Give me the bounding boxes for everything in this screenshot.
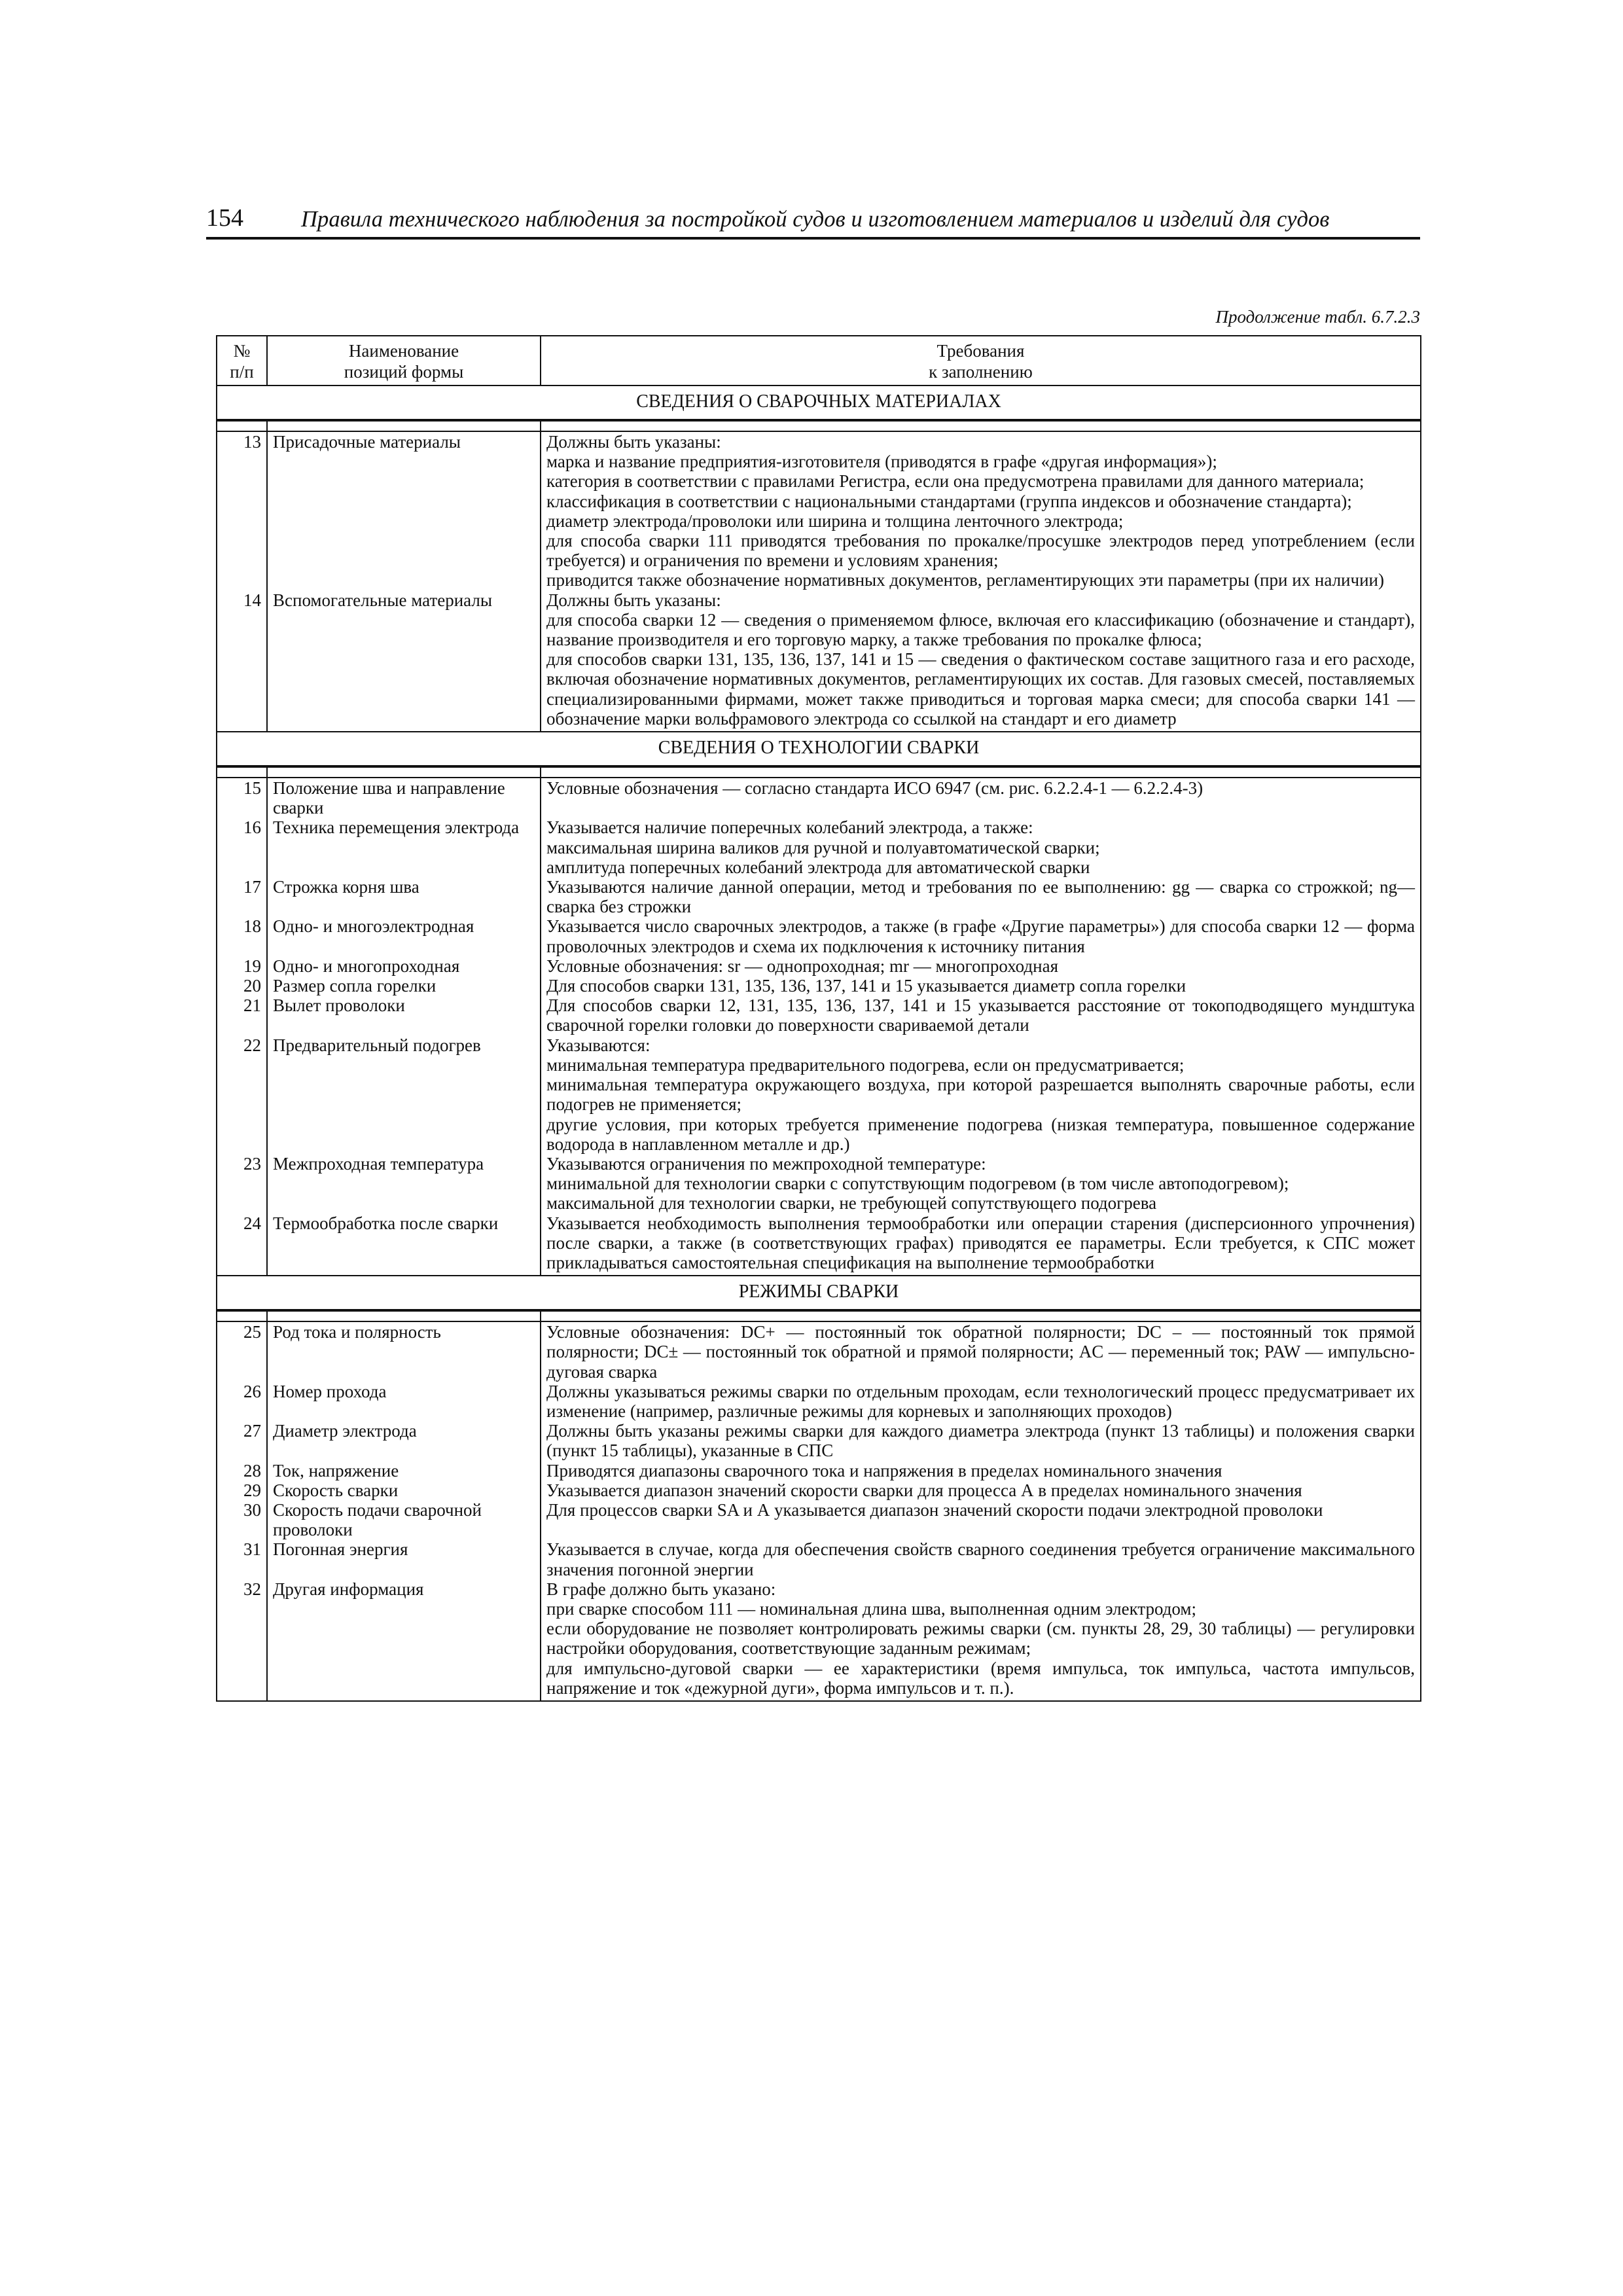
row-number: 24 bbox=[217, 1213, 267, 1276]
requirement-line: если оборудование не позволяет контролировать режимы сварки (см. пункты 28, 29, 30 таблицы) — регулировки настройки оборудования, соответствующие заданным режимам; bbox=[546, 1619, 1415, 1659]
position-name: Межпроходная температура bbox=[267, 1154, 541, 1213]
requirement-line: минимальная температура окружающего воздуха, при которой разрешается выполнять сварочные работы, если подогрев не применяется; bbox=[546, 1075, 1415, 1115]
section-divider bbox=[217, 766, 1421, 778]
requirement-line: для способа сварки 12 — сведения о применяемом флюсе, включая его классификацию (обозначение и стандарт), название производителя и его торговую марку, а также требования по прокалке флюса; bbox=[546, 609, 1415, 650]
table-row bbox=[217, 956, 1421, 976]
requirement-cell bbox=[541, 1480, 1421, 1500]
table-row bbox=[217, 1421, 1421, 1460]
requirement-line: Указывается число сварочных электродов, а также (в графе «Другие параметры») для способа сварки 12 — форма проволочных электродов и схема их подключения к источнику питания bbox=[546, 916, 1415, 956]
requirement-line: Должны указываться режимы сварки по отдельным проходам, если технологический процесс предусматривает их изменение (например, различные режимы для корневых и заполняющих проходов) bbox=[546, 1381, 1415, 1421]
page-header bbox=[206, 202, 1420, 240]
table-row bbox=[217, 916, 1421, 956]
divider-cell bbox=[267, 766, 541, 778]
section-title: РЕЖИМЫ СВАРКИ bbox=[217, 1276, 1421, 1310]
divider-cell bbox=[541, 1310, 1421, 1321]
table-row bbox=[217, 590, 1421, 732]
requirement-cell bbox=[541, 916, 1421, 956]
requirement-cell bbox=[541, 778, 1421, 817]
requirement-line: Указываются наличие данной операции, метод и требования по ее выполнению: gg — сварка со строжкой; ng— сварка без строжки bbox=[546, 877, 1415, 917]
divider-cell bbox=[541, 766, 1421, 778]
requirement-cell bbox=[541, 1500, 1421, 1539]
requirement-cell bbox=[541, 877, 1421, 916]
divider-cell bbox=[541, 420, 1421, 431]
table-row bbox=[217, 1321, 1421, 1382]
requirement-line: Должны быть указаны режимы сварки для каждого диаметра электрода (пункт 13 таблицы) и положения сварки (пункт 15 таблицы), указанные в СПС bbox=[546, 1421, 1415, 1461]
requirement-line: Для процессов сварки SA и А указывается диапазон значений скорости подачи электродной проволоки bbox=[546, 1499, 1323, 1520]
requirement-cell bbox=[541, 817, 1421, 877]
requirement-line: категория в соответствии с правилами Регистра, если она предусмотрена правилами для данного материала; bbox=[546, 471, 1364, 492]
requirement-cell bbox=[541, 996, 1421, 1035]
row-number: 19 bbox=[217, 956, 267, 976]
section-divider bbox=[217, 1310, 1421, 1321]
row-number: 26 bbox=[217, 1382, 267, 1421]
requirement-line: минимальной для технологии сварки с сопутствующим подогревом (в том числе автоподогревом); bbox=[546, 1174, 1289, 1194]
requirement-line: Указывается диапазон значений скорости сварки для процесса А в пределах номинального значения bbox=[546, 1480, 1302, 1500]
table-row bbox=[217, 778, 1421, 817]
position-name: Скорость сварки bbox=[267, 1480, 541, 1500]
row-number: 23 bbox=[217, 1154, 267, 1213]
requirement-line: Должны быть указаны: bbox=[546, 432, 721, 452]
requirement-line: классификация в соответствии с национальными стандартами (группа индексов и обозначение стандарта); bbox=[546, 491, 1352, 511]
section-title: СВЕДЕНИЯ О СВАРОЧНЫХ МАТЕРИАЛАХ bbox=[217, 386, 1421, 420]
position-name: Диаметр электрода bbox=[267, 1421, 541, 1460]
requirement-line: Указывается наличие поперечных колебаний электрода, а также: bbox=[546, 817, 1033, 838]
position-name: Присадочные материалы bbox=[267, 431, 541, 590]
row-number: 18 bbox=[217, 916, 267, 956]
row-number: 20 bbox=[217, 976, 267, 996]
position-name: Одно- и многопроходная bbox=[267, 956, 541, 976]
requirement-line: Условные обозначения: DC+ — постоянный ток обратной полярности; DC – — постоянный ток прямой полярности; DC± — постоянный ток обратной и прямой полярности; AC — переменный ток; PAW — импульсно-дуговая сварка bbox=[546, 1322, 1415, 1382]
requirement-cell bbox=[541, 1579, 1421, 1701]
position-name: Номер прохода bbox=[267, 1382, 541, 1421]
position-name: Ток, напряжение bbox=[267, 1461, 541, 1480]
requirement-line: для импульсно-дуговой сварки — ее характеристики (время импульса, ток импульса, частота импульсов, напряжение и ток «дежурной дуги», форма импульсов и т. п.). bbox=[546, 1658, 1415, 1698]
requirement-line: другие условия, при которых требуется применение подогрева (низкая температура, повышенное содержание водорода в наплавленном металле и др.) bbox=[546, 1114, 1415, 1154]
row-number: 29 bbox=[217, 1480, 267, 1500]
requirement-cell bbox=[541, 590, 1421, 732]
requirement-line: Указываются: bbox=[546, 1035, 651, 1055]
requirement-line: Условные обозначения: sr — однопроходная; mr — многопроходная bbox=[546, 956, 1058, 976]
requirement-line: Для способов сварки 12, 131, 135, 136, 137, 141 и 15 указывается расстояние от токоподводящего мундштука сварочной горелки головки до поверхности свариваемой детали bbox=[546, 996, 1415, 1035]
position-name: Техника перемещения электрода bbox=[267, 817, 541, 877]
requirement-cell bbox=[541, 431, 1421, 590]
position-name: Термообработка после сварки bbox=[267, 1213, 541, 1276]
position-name: Другая информация bbox=[267, 1579, 541, 1701]
requirement-cell bbox=[541, 976, 1421, 996]
column-header-num: № п/п bbox=[217, 336, 267, 386]
position-name: Размер сопла горелки bbox=[267, 976, 541, 996]
table-body bbox=[217, 386, 1421, 1701]
requirement-line: для способа сварки 111 приводятся требования по прокалке/просушке электродов перед употреблением (если требуется) и ограничения по времени и условиям хранения; bbox=[546, 531, 1415, 571]
requirement-cell bbox=[541, 956, 1421, 976]
table-row bbox=[217, 1500, 1421, 1539]
row-number: 17 bbox=[217, 877, 267, 916]
section-header-row bbox=[217, 732, 1421, 766]
position-name: Скорость подачи сварочной проволоки bbox=[267, 1500, 541, 1539]
row-number: 28 bbox=[217, 1461, 267, 1480]
divider-cell bbox=[217, 420, 267, 431]
table-continuation-label: Продолжение табл. 6.7.2.3 bbox=[1215, 307, 1420, 327]
table-row bbox=[217, 1035, 1421, 1154]
row-number: 22 bbox=[217, 1035, 267, 1154]
table-row bbox=[217, 1539, 1421, 1579]
row-number: 32 bbox=[217, 1579, 267, 1701]
requirement-line: Приводятся диапазоны сварочного тока и напряжения в пределах номинального значения bbox=[546, 1460, 1222, 1480]
table-row bbox=[217, 1382, 1421, 1421]
position-name: Положение шва и направление сварки bbox=[267, 778, 541, 817]
position-name: Одно- и многоэлектродная bbox=[267, 916, 541, 956]
requirement-line: максимальная ширина валиков для ручной и полуавтоматической сварки; bbox=[546, 837, 1100, 857]
table-header-row bbox=[217, 336, 1421, 386]
divider-cell bbox=[267, 420, 541, 431]
requirement-cell bbox=[541, 1539, 1421, 1579]
requirement-line: амплитуда поперечных колебаний электрода для автоматической сварки bbox=[546, 857, 1090, 877]
page-number: 154 bbox=[206, 204, 243, 232]
position-name: Погонная энергия bbox=[267, 1539, 541, 1579]
requirement-line: марка и название предприятия-изготовителя (приводятся в графе «другая информация»); bbox=[546, 452, 1217, 472]
requirement-line: минимальная температура предварительного подогрева, если он предусматривается; bbox=[546, 1054, 1185, 1075]
row-number: 31 bbox=[217, 1539, 267, 1579]
row-number: 15 bbox=[217, 778, 267, 817]
row-number: 25 bbox=[217, 1321, 267, 1382]
requirement-line: для способов сварки 131, 135, 136, 137, 141 и 15 — сведения о фактическом составе защитного газа и его расходе, включая обозначение нормативных документов, регламентирующих их состав. Для газовых смесей, поставляемых специализированными фирмами, может также приводиться и торговая марка смеси; для способа сварки 141 — обозначение марки вольфрамового электрода со ссылкой на стандарт и его диаметр bbox=[546, 649, 1415, 728]
requirement-cell bbox=[541, 1213, 1421, 1276]
divider-cell bbox=[267, 1310, 541, 1321]
requirement-cell bbox=[541, 1461, 1421, 1480]
section-header-row bbox=[217, 386, 1421, 420]
table-row bbox=[217, 877, 1421, 916]
requirements-table bbox=[216, 335, 1421, 1702]
requirement-line: Для способов сварки 131, 135, 136, 137, 141 и 15 указывается диаметр сопла горелки bbox=[546, 976, 1186, 996]
requirement-cell bbox=[541, 1382, 1421, 1421]
requirement-cell bbox=[541, 1154, 1421, 1213]
row-number: 30 bbox=[217, 1500, 267, 1539]
row-number: 21 bbox=[217, 996, 267, 1035]
requirement-line: максимальной для технологии сварки, не требующей сопутствующего подогрева bbox=[546, 1193, 1157, 1213]
requirement-line: Условные обозначения — согласно стандарта ИСО 6947 (см. рис. 6.2.2.4-1 — 6.2.2.4-3) bbox=[546, 778, 1204, 798]
table-row bbox=[217, 996, 1421, 1035]
requirement-line: диаметр электрода/проволоки или ширина и толщина ленточного электрода; bbox=[546, 511, 1124, 531]
table-row bbox=[217, 976, 1421, 996]
table-row bbox=[217, 1154, 1421, 1213]
requirement-line: Указывается в случае, когда для обеспечения свойств сварного соединения требуется ограничение максимального значения погонной энергии bbox=[546, 1539, 1415, 1579]
row-number: 16 bbox=[217, 817, 267, 877]
column-header-name: Наименование позиций формы bbox=[267, 336, 541, 386]
requirement-line: приводится также обозначение нормативных документов, регламентирующих эти параметры (при их наличии) bbox=[546, 570, 1384, 590]
table-row bbox=[217, 1213, 1421, 1276]
table-row bbox=[217, 1480, 1421, 1500]
row-number: 27 bbox=[217, 1421, 267, 1460]
section-title: СВЕДЕНИЯ О ТЕХНОЛОГИИ СВАРКИ bbox=[217, 732, 1421, 766]
requirement-line: Должны быть указаны: bbox=[546, 590, 721, 610]
row-number: 14 bbox=[217, 590, 267, 732]
requirement-line: Указывается необходимость выполнения термообработки или операции старения (дисперсионного упрочнения) после сварки, а также (в соответствующих графах) приводятся ее параметры. Если требуется, к СПС может прикладываться самостоятельная спецификация на выполнение термообработки bbox=[546, 1213, 1415, 1272]
section-divider bbox=[217, 420, 1421, 431]
position-name: Вспомогательные материалы bbox=[267, 590, 541, 732]
position-name: Предварительный подогрев bbox=[267, 1035, 541, 1154]
column-header-requirements: Требования к заполнению bbox=[541, 336, 1421, 386]
table-row bbox=[217, 1461, 1421, 1480]
divider-cell bbox=[217, 1310, 267, 1321]
table-row bbox=[217, 1579, 1421, 1701]
section-header-row bbox=[217, 1276, 1421, 1310]
requirement-line: В графе должно быть указано: bbox=[546, 1579, 776, 1599]
position-name: Строжка корня шва bbox=[267, 877, 541, 916]
running-title: Правила технического наблюдения за постройкой судов и изготовлением материалов и изделий для судов bbox=[301, 207, 1330, 232]
requirement-cell bbox=[541, 1421, 1421, 1460]
table-row bbox=[217, 817, 1421, 877]
requirement-cell bbox=[541, 1321, 1421, 1382]
requirement-cell bbox=[541, 1035, 1421, 1154]
position-name: Вылет проволоки bbox=[267, 996, 541, 1035]
divider-cell bbox=[217, 766, 267, 778]
position-name: Род тока и полярность bbox=[267, 1321, 541, 1382]
row-number: 13 bbox=[217, 431, 267, 590]
requirement-line: при сварке способом 111 — номинальная длина шва, выполненная одним электродом; bbox=[546, 1598, 1196, 1619]
table-row bbox=[217, 431, 1421, 590]
requirement-line: Указываются ограничения по межпроходной температуре: bbox=[546, 1153, 986, 1174]
